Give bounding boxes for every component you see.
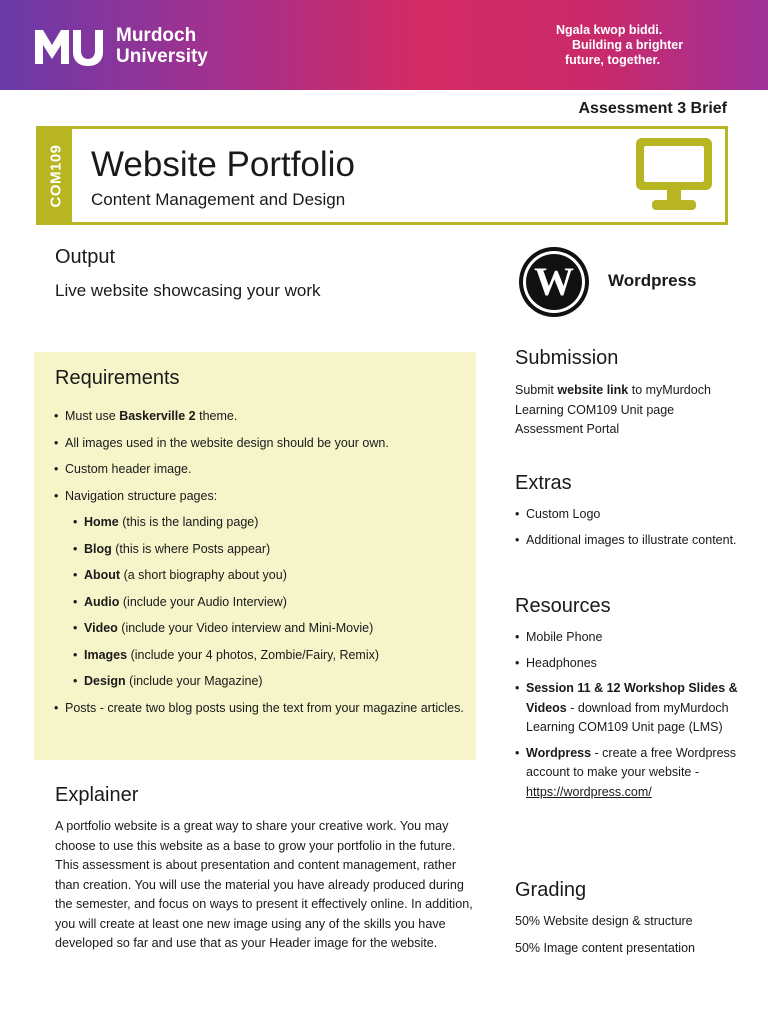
page-desc: (this is where Posts appear) <box>111 541 271 556</box>
list-item: • Headphones <box>515 654 740 674</box>
page-name: Home <box>84 515 119 529</box>
tagline-line-2: Building a brighter <box>572 38 684 52</box>
extras-section <box>515 472 740 556</box>
grading-heading: Grading <box>515 879 587 901</box>
page-title: Website Portfolio <box>91 145 355 184</box>
requirements-panel <box>34 352 476 760</box>
list-item <box>54 593 464 613</box>
list-item <box>54 460 464 480</box>
wordpress-icon <box>517 245 591 319</box>
tagline <box>556 23 683 68</box>
logo-line-2: University <box>116 46 208 67</box>
logo-line-1: Murdoch <box>116 25 197 46</box>
page-desc: (a short biography about you) <box>120 568 287 582</box>
page-name: Blog <box>84 541 112 556</box>
university-logo[interactable] <box>33 24 208 68</box>
output-heading: Output <box>55 246 116 268</box>
unit-code-strip <box>39 129 72 222</box>
list-item <box>54 434 464 454</box>
item-text: Posts - create two blog posts using the text from your magazine articles. <box>65 700 464 715</box>
list-item <box>54 540 464 560</box>
header-banner <box>0 0 768 90</box>
submission-section <box>515 347 740 440</box>
item-text: Navigation structure pages: <box>65 488 218 503</box>
list-item <box>54 646 464 666</box>
resource-text: - create a free Wordpress account to make your website - <box>526 745 737 779</box>
extras-list <box>515 505 740 550</box>
submission-text <box>515 381 740 440</box>
page-desc: (include your Magazine) <box>125 674 263 688</box>
list-item: • Additional images to illustrate content. <box>515 531 740 551</box>
requirements-list <box>54 407 464 725</box>
explainer-heading: Explainer <box>55 784 139 806</box>
extras-heading: Extras <box>515 472 572 494</box>
page-desc: (this is the landing page) <box>118 515 259 529</box>
resource-bold: Wordpress <box>526 745 592 760</box>
resources-heading: Resources <box>515 595 611 617</box>
list-item: • Mobile Phone <box>515 628 740 648</box>
grading-item: 50% Image content presentation <box>515 940 695 955</box>
tagline-line-3: future, together. <box>565 53 661 67</box>
explainer-text: A portfolio website is a great way to share your creative work. You may choose to use this website as a base to grow your portfolio in the future. This assessment is about presentation and content management, rather than creation. You will use the material you have already produced during the semester, and focus on ways to present it effectively online. In addition, you will create at least one new image using any of the skills you have developed so far and use that as your Header image for the website. <box>55 819 473 950</box>
wordpress-label: Wordpress <box>608 271 697 290</box>
item-text: Custom header image. <box>65 462 192 476</box>
page-name: Audio <box>84 594 120 609</box>
page-name: Video <box>84 621 118 635</box>
list-item <box>54 672 464 692</box>
monitor-icon <box>634 136 714 214</box>
item-text: All images used in the website design should be your own. <box>65 435 389 450</box>
page-desc: (include your Video interview and Mini-Movie) <box>117 621 374 635</box>
grading-item: 50% Website design & structure <box>515 914 693 928</box>
list-item <box>54 487 464 507</box>
submission-pre: Submit <box>515 383 558 397</box>
submission-bold: website link <box>557 383 629 397</box>
unit-code: COM109 <box>47 143 64 208</box>
item-bold: Baskerville 2 <box>119 409 196 423</box>
output-text: Live website showcasing your work <box>55 281 321 300</box>
page-desc: (include your 4 photos, Zombie/Fairy, Remix) <box>127 647 380 662</box>
item-text: Must use <box>65 409 120 423</box>
assessment-label: Assessment 3 Brief <box>578 100 727 117</box>
list-item <box>54 699 464 719</box>
resources-list <box>515 628 740 802</box>
list-item <box>515 679 740 738</box>
list-item <box>54 513 464 533</box>
list-item <box>515 744 740 803</box>
submission-heading: Submission <box>515 347 619 369</box>
page-name: Images <box>84 647 128 662</box>
grading-section <box>515 879 740 958</box>
list-item <box>54 407 464 427</box>
submission-post: to myMurdoch Learning COM109 Unit page Assessment Portal <box>515 383 711 436</box>
mu-logo-mark-icon <box>33 26 108 66</box>
list-item <box>54 619 464 639</box>
svg-text:W: W <box>534 259 574 304</box>
title-box <box>36 126 728 225</box>
resource-text: - download from myMurdoch Learning COM109 Unit page (LMS) <box>526 700 729 734</box>
requirements-heading: Requirements <box>55 367 180 389</box>
resources-section <box>515 595 740 808</box>
tagline-line-1: Ngala kwop biddi. <box>556 23 663 37</box>
page-desc: (include your Audio Interview) <box>119 594 287 609</box>
list-item <box>54 566 464 586</box>
page-name: Design <box>84 674 126 688</box>
page-name: About <box>84 568 121 582</box>
resource-bold: Session 11 & 12 Workshop Slides & Videos <box>526 681 738 715</box>
wordpress-link[interactable]: https://wordpress.com/ <box>526 784 652 799</box>
university-name <box>116 25 208 67</box>
page-subtitle: Content Management and Design <box>91 190 346 209</box>
list-item: • Custom Logo <box>515 505 740 525</box>
item-text: theme. <box>195 409 238 423</box>
